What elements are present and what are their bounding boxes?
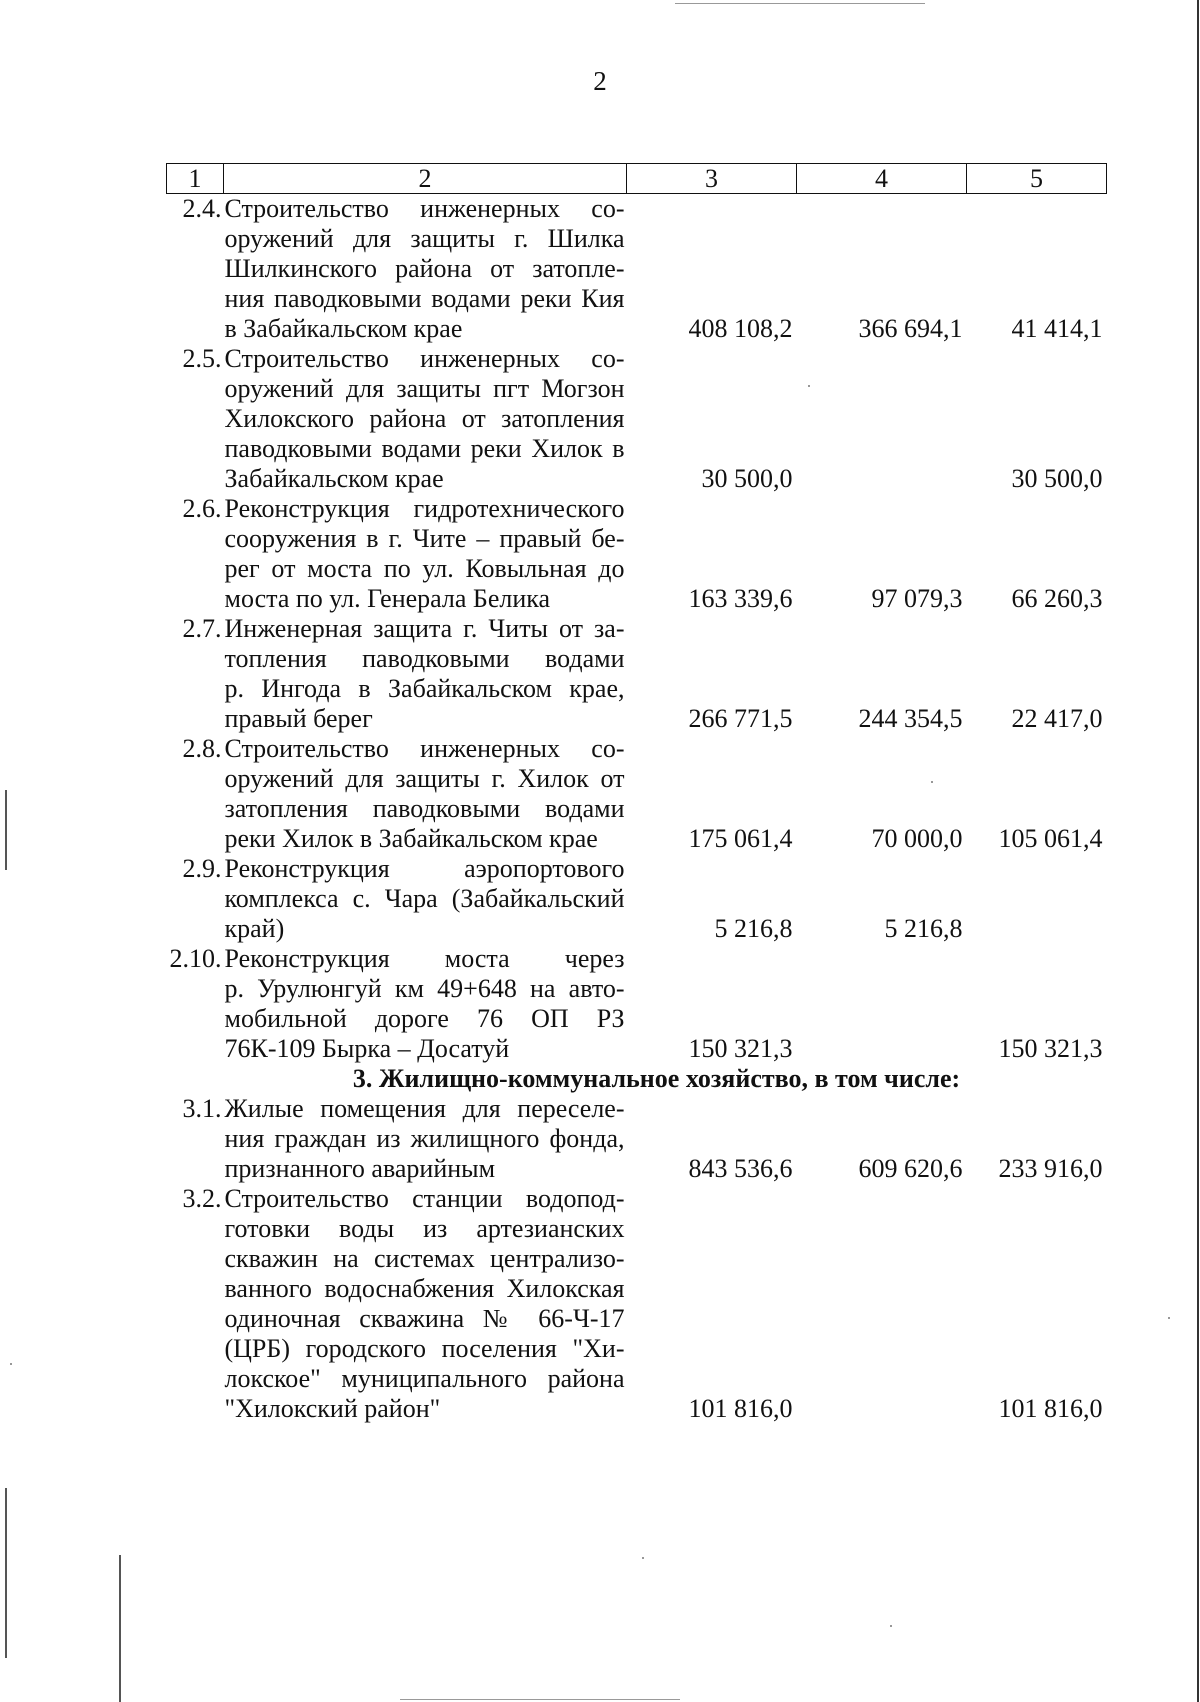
row-number: 2.7. (182, 614, 222, 643)
row-description (224, 1184, 627, 1424)
row-description (224, 494, 627, 614)
value-c4: 5 216,8 (884, 914, 963, 943)
value-c5: 105 061,4 (998, 824, 1103, 853)
description-line: "Хилокский район" (224, 1394, 441, 1423)
value-c4 (797, 344, 967, 494)
scan-edge-left-3 (119, 1555, 121, 1702)
scan-speck (890, 1625, 892, 1627)
value-c3: 163 339,6 (688, 584, 793, 613)
description-line: (ЦРБ) городского поселения "Хи- (224, 1334, 625, 1363)
description-line: Жилые помещения для переселе- (224, 1094, 625, 1123)
description-line: ния паводковыми водами реки Кия (224, 284, 625, 313)
description-line: край) (224, 914, 285, 943)
table-row (167, 1094, 1107, 1184)
description-line: р. Урулюнгуй км 49+648 на авто- (224, 974, 625, 1003)
description-line: затопления паводковыми водами (224, 794, 625, 823)
row-number: 2.6. (182, 494, 222, 523)
table-row (167, 1184, 1107, 1424)
scan-edge-right (1197, 0, 1199, 1702)
value-c3: 175 061,4 (688, 824, 793, 853)
row-description (224, 854, 627, 944)
value-c4: 70 000,0 (871, 824, 963, 853)
value-c3: 843 536,6 (688, 1154, 793, 1183)
description-line: р. Ингода в Забайкальском крае, (224, 674, 625, 703)
budget-table (166, 163, 1107, 1424)
table-row (167, 614, 1107, 734)
description-line: Строительство инженерных со- (224, 344, 625, 373)
description-line: Строительство инженерных со- (224, 194, 625, 223)
description-line: ванного водоснабжения Хилокская (224, 1274, 625, 1303)
value-c4: 244 354,5 (858, 704, 963, 733)
description-line: Шилкинского района от затопле- (224, 254, 625, 283)
description-line: Реконструкция гидротехнического (224, 494, 625, 523)
description-line: скважин на системах централизо- (224, 1244, 625, 1273)
scan-edge-left-2 (5, 1488, 7, 1658)
row-number: 2.8. (182, 734, 222, 763)
description-line: Реконструкция аэропортового (224, 854, 625, 883)
description-line: оружений для защиты г. Хилок от (224, 764, 625, 793)
table-row (167, 734, 1107, 854)
description-line: комплекса с. Чара (Забайкальский (224, 884, 625, 913)
description-line: Забайкальском крае (224, 464, 444, 493)
row-number: 2.9. (182, 854, 222, 883)
value-c4 (797, 1184, 967, 1424)
column-header-4: 4 (797, 164, 967, 194)
description-line: паводковыми водами реки Хилок в (224, 434, 625, 463)
table-row (167, 494, 1107, 614)
scan-speck (642, 1557, 644, 1559)
table-row (167, 194, 1107, 345)
row-number: 2.10. (169, 944, 222, 973)
description-line: Инженерная защита г. Читы от за- (224, 614, 625, 643)
value-c4 (797, 944, 967, 1064)
page-number: 2 (593, 66, 607, 96)
scan-edge-bottom (400, 1699, 680, 1700)
value-c5: 101 816,0 (998, 1394, 1103, 1423)
section-row (167, 1064, 1107, 1094)
value-c5 (967, 854, 1107, 944)
description-line: 76К-109 Бырка – Досатуй (224, 1034, 510, 1063)
row-description (224, 1094, 627, 1184)
value-c3: 408 108,2 (688, 314, 793, 343)
row-description (224, 614, 627, 734)
value-c4: 366 694,1 (858, 314, 963, 343)
description-line: правый берег (224, 704, 373, 733)
scan-speck (1168, 1317, 1170, 1319)
column-header-2: 2 (224, 164, 627, 194)
value-c5: 30 500,0 (1011, 464, 1103, 493)
description-line: Строительство инженерных со- (224, 734, 625, 763)
table-row (167, 854, 1107, 944)
value-c3: 5 216,8 (714, 914, 793, 943)
description-line: рег от моста по ул. Ковыльная до (224, 554, 625, 583)
value-c4: 97 079,3 (871, 584, 963, 613)
value-c3: 30 500,0 (701, 464, 793, 493)
description-line: Строительство станции водопод- (224, 1184, 625, 1213)
value-c5: 233 916,0 (998, 1154, 1103, 1183)
description-line: оружений для защиты г. Шилка (224, 224, 625, 253)
row-number: 3.1. (182, 1094, 222, 1123)
value-c3: 266 771,5 (688, 704, 793, 733)
row-number: 2.5. (182, 344, 222, 373)
column-header-3: 3 (627, 164, 797, 194)
description-line: реки Хилок в Забайкальском крае (224, 824, 598, 853)
row-number: 3.2. (182, 1184, 222, 1213)
value-c5: 66 260,3 (1011, 584, 1103, 613)
value-c3: 150 321,3 (688, 1034, 793, 1063)
column-header-1: 1 (167, 164, 224, 194)
scan-speck (808, 385, 810, 387)
description-line: сооружения в г. Чите – правый бе- (224, 524, 625, 553)
description-line: оружений для защиты пгт Могзон (224, 374, 625, 403)
row-description (224, 344, 627, 494)
value-c3: 101 816,0 (688, 1394, 793, 1423)
description-line: готовки воды из артезианских (224, 1214, 625, 1243)
description-line: моста по ул. Генерала Белика (224, 584, 551, 613)
description-line: признанного аварийным (224, 1154, 496, 1183)
scan-edge-top (675, 3, 925, 4)
value-c4: 609 620,6 (858, 1154, 963, 1183)
description-line: в Забайкальском крае (224, 314, 463, 343)
column-header-5: 5 (967, 164, 1107, 194)
description-line: топления паводковыми водами (224, 644, 625, 673)
description-line: одиночная скважина № 66-Ч-17 (224, 1304, 625, 1333)
table-row (167, 944, 1107, 1064)
row-description (224, 944, 627, 1064)
value-c5: 150 321,3 (998, 1034, 1103, 1063)
row-description (224, 194, 627, 345)
section-heading: 3. Жилищно-коммунальное хозяйство, в том числе: (352, 1064, 961, 1093)
table-body (167, 194, 1107, 1425)
description-line: мобильной дороге 76 ОП РЗ (224, 1004, 625, 1033)
description-line: локское" муниципального района (224, 1364, 625, 1393)
value-c5: 22 417,0 (1011, 704, 1103, 733)
row-description (224, 734, 627, 854)
scan-speck (931, 781, 933, 783)
description-line: Реконструкция моста через (224, 944, 625, 973)
description-line: Хилокского района от затопления (224, 404, 625, 433)
scan-edge-left-1 (5, 790, 7, 870)
table-row (167, 344, 1107, 494)
value-c5: 41 414,1 (1011, 314, 1103, 343)
table-header-row (167, 164, 1107, 194)
row-number: 2.4. (182, 194, 222, 223)
scan-speck (10, 1363, 12, 1365)
description-line: ния граждан из жилищного фонда, (224, 1124, 625, 1153)
